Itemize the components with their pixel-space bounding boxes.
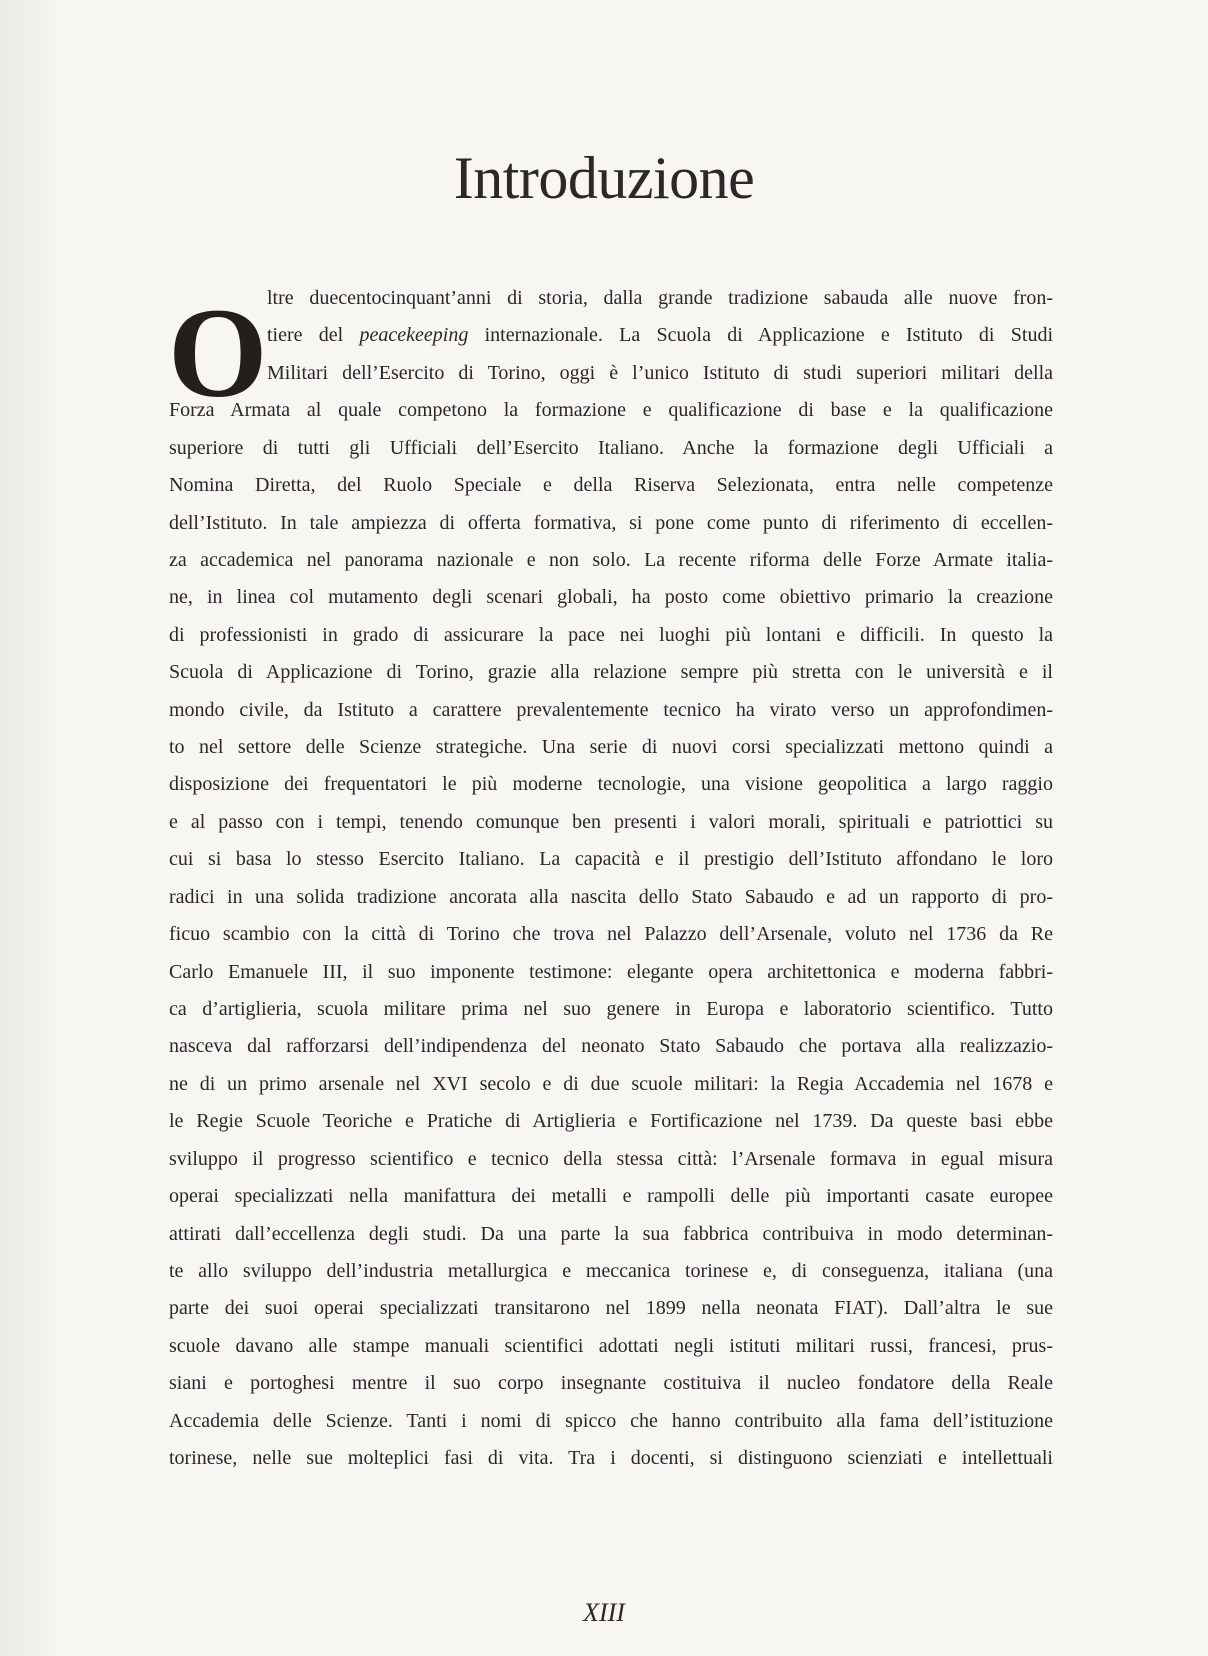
text-line: te allo sviluppo dell’industria metallurgica e meccanica torinese e, di conseguenza, italiana (una <box>169 1259 1053 1282</box>
page-edge-shadow <box>0 0 60 1656</box>
text-line: attirati dall’eccellenza degli studi. Da una parte la sua fabbrica contribuiva in modo determinan- <box>169 1222 1053 1245</box>
text-line: Forza Armata al quale competono la formazione e qualificazione di base e la qualificazione <box>169 399 1053 422</box>
emphasis-peacekeeping: peacekeeping <box>359 324 469 347</box>
text-line: nasceva dal rafforzarsi dell’indipendenza del neonato Stato Sabaudo che portava alla realizzazio- <box>169 1035 1053 1058</box>
text-line-1: ltre duecentocinquant’anni di storia, dalla grande tradizione sabauda alle nuove fron- <box>267 287 1053 309</box>
text-line-2 <box>267 317 1053 354</box>
page-title: Introduzione <box>453 145 755 211</box>
text-line: operai specializzati nella manifattura dei metalli e rampolli delle più importanti casate europee <box>169 1185 1053 1208</box>
text-line: e al passo con i tempi, tenendo comunque ben presenti i valori morali, spirituali e patriottici su <box>169 810 1053 833</box>
text-line: parte dei suoi operai specializzati transitarono nel 1899 nella neonata FIAT). Dall’altra le sue <box>169 1297 1053 1320</box>
drop-cap: O <box>168 282 268 424</box>
text-line: le Regie Scuole Teoriche e Pratiche di Artiglieria e Fortificazione nel 1739. Da queste basi ebbe <box>169 1110 1053 1133</box>
text-line: Accademia delle Scienze. Tanti i nomi di spicco che hanno contribuito alla fama dell’istituzione <box>169 1409 1053 1432</box>
text-line: radici in una solida tradizione ancorata alla nascita dello Stato Sabaudo e ad un rapporto di pro- <box>169 885 1053 908</box>
text-line-2-end: internazionale. La Scuola di Applicazione e Istituto di Studi <box>468 324 1053 347</box>
text-line: di professionisti in grado di assicurare la pace nei luoghi più lontani e difficili. In questo la <box>169 623 1053 646</box>
text-line: superiore di tutti gli Ufficiali dell’Esercito Italiano. Anche la formazione degli Ufficiali a <box>169 436 1053 459</box>
text-line: Nomina Diretta, del Ruolo Speciale e della Riserva Selezionata, entra nelle competenze <box>169 474 1053 497</box>
text-line: ca d’artiglieria, scuola militare prima nel suo genere in Europa e laboratorio scientifico. Tutto <box>169 998 1053 1021</box>
text-line: mondo civile, da Istituto a carattere prevalentemente tecnico ha virato verso un approfondimen- <box>169 698 1053 721</box>
text-line: siani e portoghesi mentre il suo corpo insegnante costituiva il nucleo fondatore della Reale <box>169 1372 1053 1395</box>
body-text <box>169 280 1053 1478</box>
text-line: disposizione dei frequentatori le più moderne tecnologie, una visione geopolitica a largo raggio <box>169 773 1053 796</box>
text-line: cui si basa lo stesso Esercito Italiano. La capacità e il prestigio dell’Istituto affondano le loro <box>169 848 1053 871</box>
text-line: Carlo Emanuele III, il suo imponente testimone: elegante opera architettonica e moderna fabbri- <box>169 960 1053 983</box>
text-line: sviluppo il progresso scientifico e tecnico della stessa città: l’Arsenale formava in egual misura <box>169 1147 1053 1170</box>
text-line: za accademica nel panorama nazionale e non solo. La recente riforma delle Forze Armate italia- <box>169 548 1053 571</box>
text-line: dell’Istituto. In tale ampiezza di offerta formativa, si pone come punto di riferimento di eccellen- <box>169 511 1053 534</box>
text-line: Scuola di Applicazione di Torino, grazie alla relazione sempre più stretta con le università e il <box>169 661 1053 684</box>
page-number: XIII <box>583 1598 625 1627</box>
text-line-3: Militari dell’Esercito di Torino, oggi è l’unico Istituto di studi superiori militari della <box>267 361 1053 384</box>
text-line: to nel settore delle Scienze strategiche. Una serie di nuovi corsi specializzati mettono quindi a <box>169 736 1053 759</box>
text-line: ne, in linea col mutamento degli scenari globali, ha posto come obiettivo primario la creazione <box>169 586 1053 609</box>
text-line: ne di un primo arsenale nel XVI secolo e di due scuole militari: la Regia Accademia nel 1678 e <box>169 1072 1053 1095</box>
text-line-2-start: tiere del <box>267 324 360 347</box>
text-line: ficuo scambio con la città di Torino che trova nel Palazzo dell’Arsenale, voluto nel 1736 da Re <box>169 923 1053 946</box>
text-line: torinese, nelle sue molteplici fasi di vita. Tra i docenti, si distinguono scienziati e intellettuali <box>169 1447 1053 1470</box>
text-line: scuole davano alle stampe manuali scientifici adottati negli istituti militari russi, francesi, prus- <box>169 1334 1053 1357</box>
